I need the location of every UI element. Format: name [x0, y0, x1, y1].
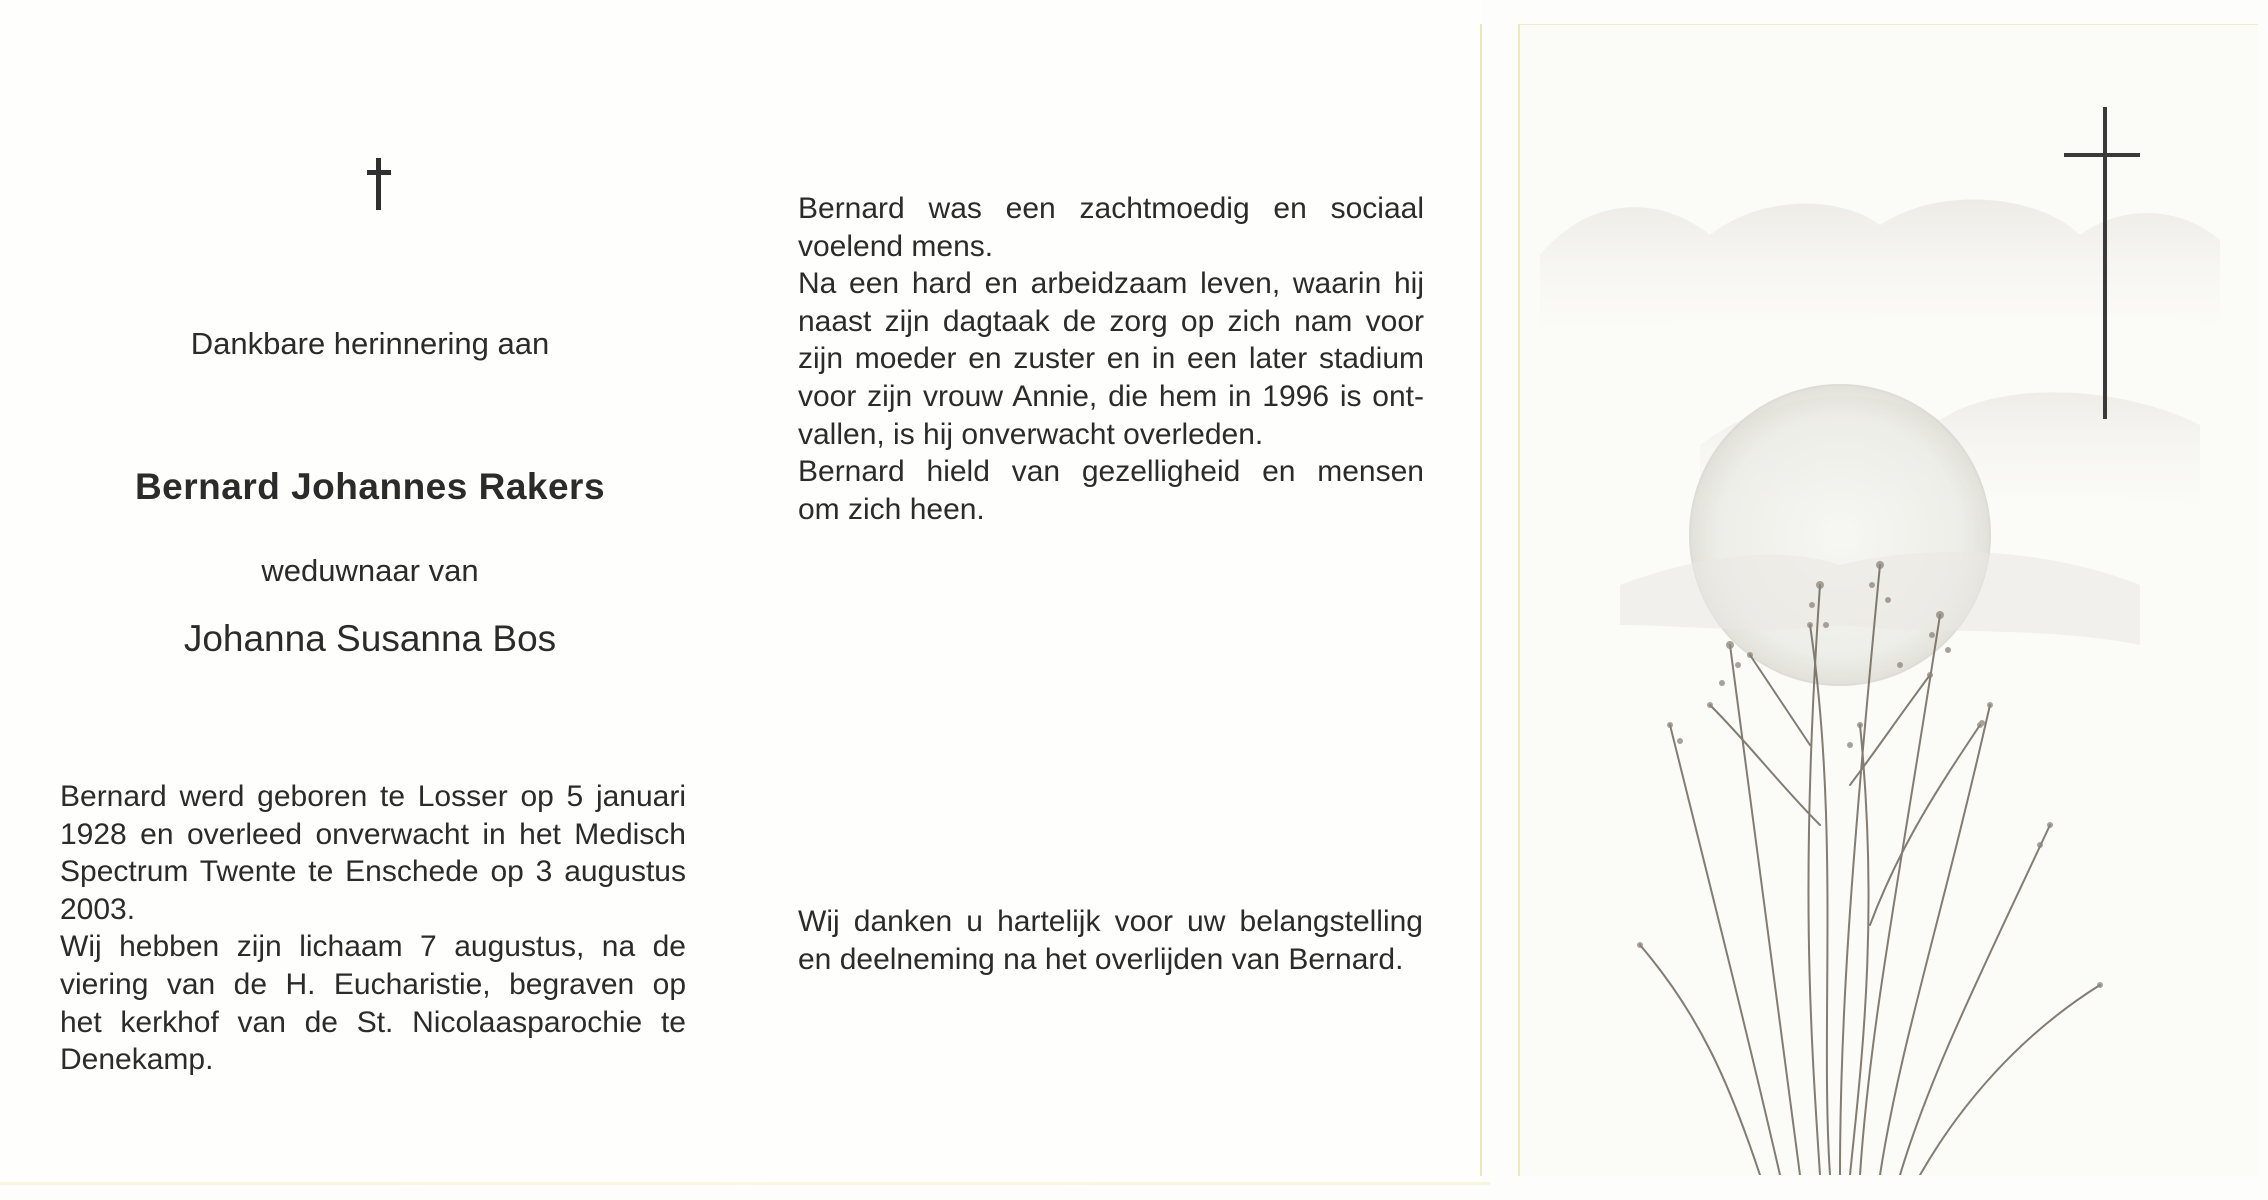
artwork-panel	[1518, 24, 2258, 1176]
middle-card-panel	[740, 0, 1482, 1185]
about-line: Bernard hield van gezelligheid en mensen	[798, 455, 1424, 489]
bio-line: het kerkhof van de St. Nicolaasparochie te	[60, 1005, 686, 1039]
bio-line: Spectrum Twente te Enschede op 3 augustus	[60, 855, 686, 889]
intro-text: Dankbare herinnering aan	[190, 326, 550, 361]
deceased-name: Bernard Johannes Rakers	[134, 466, 606, 507]
spouse-name: Johanna Susanna Bos	[183, 618, 557, 659]
fold-divider	[1480, 24, 1482, 1176]
grass-sun-drawing	[1520, 25, 2258, 1175]
thanks-line: Wij danken u hartelijk voor uw belangstelling	[798, 905, 1423, 938]
about-line: naast zijn dagtaak de zorg op zich nam voor	[798, 304, 1424, 338]
cross-icon	[367, 158, 391, 210]
about-line: vallen, is hij onverwacht overleden.	[798, 417, 1264, 451]
about-line: voor zijn vrouw Annie, die hem in 1996 is ont-	[798, 379, 1424, 413]
about-line: Bernard was een zachtmoedig en sociaal	[798, 192, 1424, 225]
bio-line: 2003.	[60, 892, 136, 926]
thanks-paragraph	[798, 903, 1423, 978]
about-line: voelend mens.	[798, 229, 994, 263]
widower-of-text: weduwnaar van	[261, 553, 479, 588]
left-card-panel	[0, 0, 740, 1185]
card-edge	[0, 1182, 1490, 1185]
bio-line: 1928 en overleed onverwacht in het Medisch	[60, 817, 686, 851]
about-line: Na een hard en arbeidzaam leven, waarin hij	[798, 267, 1424, 301]
thanks-line: en deelneming na het overlijden van Bernard.	[798, 942, 1404, 976]
bio-line: viering van de H. Eucharistie, begraven op	[60, 967, 686, 1001]
about-paragraph	[798, 190, 1424, 528]
biography-paragraph	[60, 778, 686, 1079]
bio-line: Bernard werd geboren te Losser op 5 januari	[60, 780, 686, 813]
about-line: zijn moeder en zuster en in een later stadium	[798, 342, 1424, 376]
about-line: om zich heen.	[798, 492, 985, 526]
bio-line: Wij hebben zijn lichaam 7 augustus, na de	[60, 930, 686, 964]
bio-line: Denekamp.	[60, 1043, 214, 1077]
